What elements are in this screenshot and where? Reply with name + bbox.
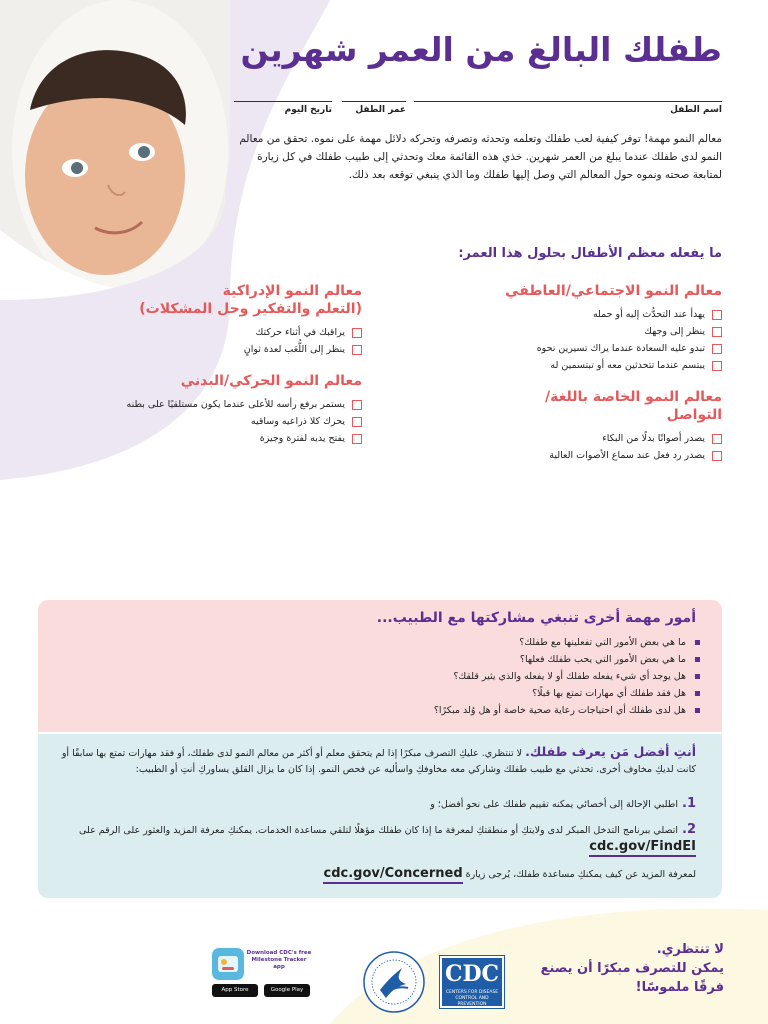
checkbox[interactable] — [352, 328, 362, 338]
list-item: ما هي بعض الأمور التي يحب طفلك فعلها؟ — [434, 651, 700, 668]
child-name-label: اسم الطفل — [670, 105, 722, 115]
find-ei-link[interactable]: cdc.gov/FindEI — [589, 839, 696, 857]
checklist-item: يراقبك في أثناء حركتك — [112, 324, 362, 341]
concerned-link[interactable]: cdc.gov/Concerned — [323, 866, 462, 884]
checklist-item: يفتح يديه لفترة وجيزة — [112, 430, 362, 447]
footer-slogan: لا تنتظري. يمكن للتصرف مبكرًا أن يصنع فرقًا ملموسًا! — [540, 942, 724, 995]
child-name-field[interactable] — [414, 101, 722, 115]
checkbox[interactable] — [352, 400, 362, 410]
app-promo-text: Download CDC's free Milestone Tracker app — [246, 950, 312, 970]
date-label: تاريخ اليوم — [284, 105, 332, 115]
step-two: 2.اتصلي ببرنامج التدخل المبكر لدى ولايتكِ أو منطقتكِ لمعرفة ما إذا كان طفلك مؤهلًا لتلقي مساعدة الخدمات. يمكنكِ معرفة المزيد والعثور على الرقم على cdc.gov/FindEI — [52, 822, 696, 856]
checklist-item: يبتسم عندما تتحدثين معه أو تبتسمين له — [492, 357, 722, 374]
doctor-questions-box — [38, 600, 722, 732]
checkbox[interactable] — [712, 361, 722, 371]
checklist-item: تبدو عليه السعادة عندما يراك تسيرين نحوه — [492, 340, 722, 357]
bullet-icon — [695, 691, 700, 696]
social-emotional-list — [492, 306, 722, 374]
hhs-seal-icon — [362, 950, 426, 1014]
bullet-icon — [695, 708, 700, 713]
child-age-field[interactable] — [342, 101, 406, 115]
checklist-item: يصدر رد فعل عند سماع الأصوات العالية — [492, 447, 722, 464]
learn-more: لمعرفة المزيد عن كيف يمكنكِ مساعدة طفلك، يُرجى زيارة cdc.gov/Concerned — [52, 866, 696, 883]
checkbox[interactable] — [712, 344, 722, 354]
list-item: هل فقد طفلك أي مهارات تمتع بها قبلًا؟ — [434, 685, 700, 702]
checkbox[interactable] — [352, 434, 362, 444]
you-know-best-box — [38, 734, 722, 898]
you-know-best-paragraph: أنتِ أفضل مَن يعرف طفلك. لا تنتظري. عليكِ التصرف مبكرًا إذا لم يتحقق معلم أو أكثر من معالم النمو لدى طفلك، أو فقد مهارات تمتع بها سابقًا أو كانت لديكِ مخاوف أخرى. تحدثي مع طبيب طفلك وشاركي معه مخاوفكِ واسأليه عن فحص النمو. إذا كان ما يزال القلق يساوركِ أنتِ أو الطبيب: — [61, 744, 696, 775]
checklist-item: يصدر أصواتًا بدلًا من البكاء — [492, 430, 722, 447]
milestone-app-promo[interactable] — [212, 948, 312, 1000]
list-item: هل يوجد أي شيء يفعله طفلك أو لا يفعله والذي يثير قلقك؟ — [434, 668, 700, 685]
list-item: ما هي بعض الأمور التي تفعلينها مع طفلك؟ — [434, 634, 700, 651]
checklist-item: يهدأ عند التحدُّث إليه أو حمله — [492, 306, 722, 323]
checkbox[interactable] — [352, 417, 362, 427]
child-age-label: عمر الطفل — [355, 105, 406, 115]
social-emotional-title: معالم النمو الاجتماعي/العاطفي — [505, 283, 722, 299]
milestone-app-icon — [212, 948, 244, 980]
list-item: هل لدى طفلك أي احتياجات رعاية صحية خاصة أو هل وُلد مبكرًا؟ — [434, 702, 700, 719]
checklist-item: يستمر برفع رأسه للأعلى عندما يكون مستلقيًا على بطنه — [112, 396, 362, 413]
you-know-best-title: أنتِ أفضل مَن يعرف طفلك. — [525, 744, 696, 759]
cognitive-list — [112, 324, 362, 358]
checklist-item: يحرك كلا ذراعيه وساقيه — [112, 413, 362, 430]
cdc-logo: CDC CENTERS FOR DISEASE CONTROL AND PREVENTION — [440, 956, 504, 1008]
cognitive-title: معالم النمو الإدراكية (التعلم والتفكير وحل المشكلات) — [139, 283, 362, 317]
checklist-item: ينظر إلى وجهك — [492, 323, 722, 340]
step-one: 1.اطلبي الإحالة إلى أخصائي يمكنه تقييم طفلك على نحو أفضل؛ و — [430, 796, 696, 811]
doctor-questions-list — [434, 634, 700, 719]
checkbox[interactable] — [712, 434, 722, 444]
movement-list — [112, 396, 362, 447]
bullet-icon — [695, 674, 700, 679]
checkbox[interactable] — [352, 345, 362, 355]
checkbox[interactable] — [712, 310, 722, 320]
checkbox[interactable] — [712, 327, 722, 337]
checkbox[interactable] — [712, 451, 722, 461]
baby-photo — [0, 0, 230, 300]
page-title: طفلك البالغ من العمر شهرين — [240, 30, 722, 69]
date-field[interactable] — [234, 101, 332, 115]
app-store-badge[interactable]: App Store — [212, 984, 258, 997]
intro-paragraph: معالم النمو مهمة! توفر كيفية لعب طفلك وتعلمه وتحدثه وتصرفه وتحركه دلائل مهمة على نموه. تحقق من معالم النمو لدى طفلك عندما يبلغ من العمر شهرين. خذي هذه القائمة معك وتحدثي إلى طبيب طفلك في كل زيارة لمتابعة صحته ونموه حول المعالم التي وصل إليها طفلك وما الذي ينبغي توقعه بعد ذلك. — [239, 133, 722, 181]
bullet-icon — [695, 640, 700, 645]
form-fields — [234, 101, 722, 123]
checklist-item: ينظر إلى اللُّعَب لعدة ثوانٍ — [112, 341, 362, 358]
most-children-heading: ما يفعله معظم الأطفال بحلول هذا العمر: — [458, 246, 722, 261]
right-milestones-column — [492, 282, 722, 478]
doctor-questions-title: أمور مهمة أخرى تنبغي مشاركتها مع الطبيب... — [376, 610, 696, 626]
google-play-badge[interactable]: Google Play — [264, 984, 310, 997]
language-title: معالم النمو الخاصة باللغة/التواصل — [544, 389, 722, 423]
movement-title: معالم النمو الحركي/البدني — [180, 373, 362, 389]
bullet-icon — [695, 657, 700, 662]
language-list — [492, 430, 722, 464]
left-milestones-column — [112, 282, 362, 461]
